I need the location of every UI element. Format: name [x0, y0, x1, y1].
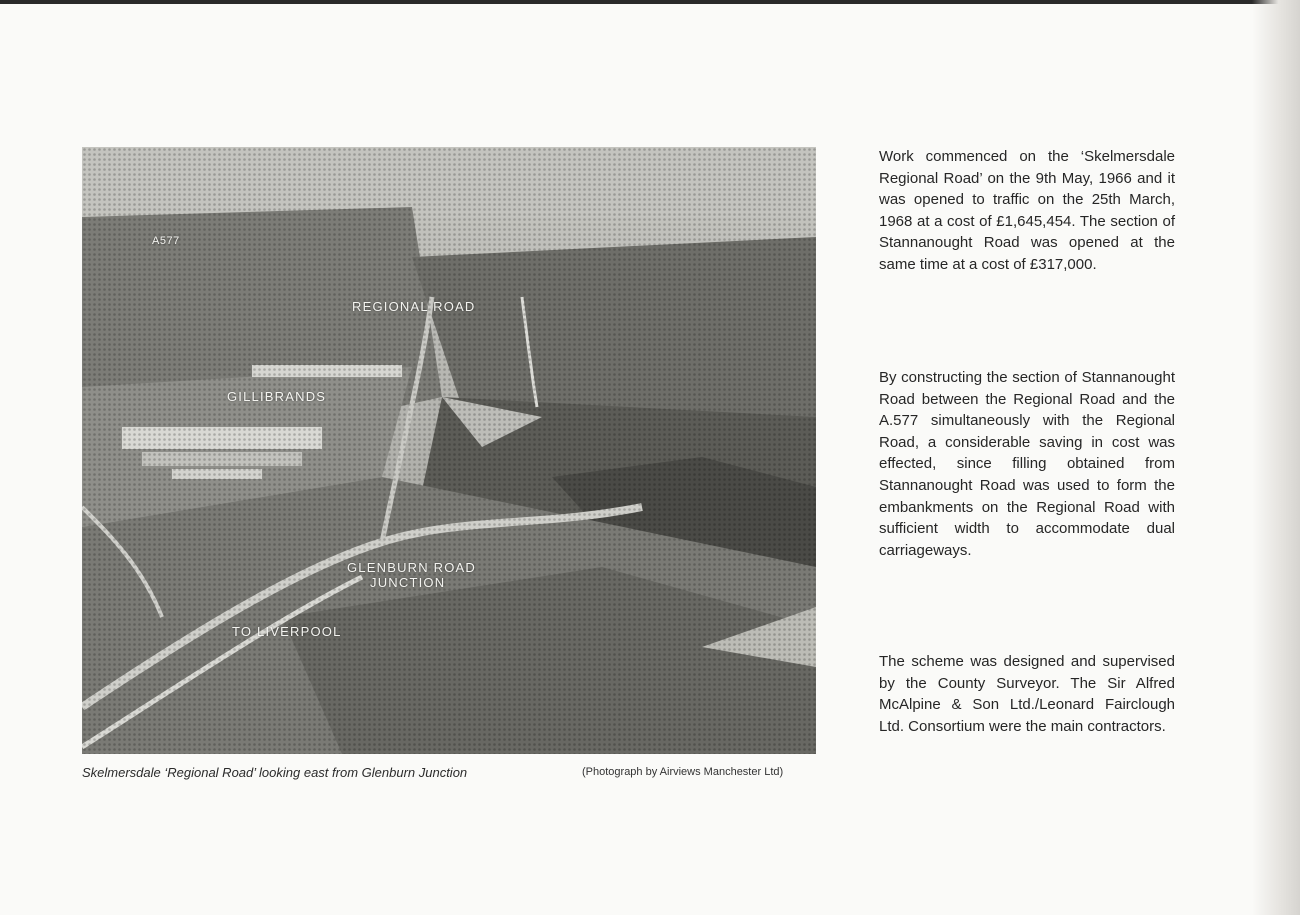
- paragraph-construction-dates: Work commenced on the ‘Skelmersdale Regional Road’ on the 9th May, 1966 and it was opened to traffic on the 25th March, 1968 at a cost of £1,645,454. The section of Stannanought Road was opened at the same time at a cost of £317,000.: [879, 148, 1175, 273]
- gillibrands-label: GILLIBRANDS: [227, 389, 327, 404]
- paragraph-contractors: The scheme was designed and supervised by the County Surveyor. The Sir Alfred McAlpine & Son Ltd./Leonard Fairclough Ltd. Consortium were the main contractors.: [879, 653, 1175, 735]
- regional-road-label: REGIONAL ROAD: [352, 299, 476, 314]
- glenburn-road-label: GLENBURN ROAD: [347, 560, 477, 575]
- a577-label: A577: [152, 235, 180, 247]
- aerial-photograph: [82, 147, 816, 754]
- photo-caption: Skelmersdale ‘Regional Road’ looking east from Glenburn Junction: [82, 765, 468, 780]
- junction-label: JUNCTION: [370, 575, 446, 590]
- photo-credit: (Photograph by Airviews Manchester Ltd): [582, 766, 784, 778]
- to-liverpool-label: TO LIVERPOOL: [232, 624, 342, 639]
- aerial-photo-illustration: [82, 147, 816, 754]
- paragraph-cost-saving: By constructing the section of Stannanought Road between the Regional Road and the A.577 simultaneously with the Regional Road, a considerable saving in cost was effected, since filling obtained from Stannanought Road was used to form the embankments on the Regional Road with sufficient width to accommodate dual carriageways.: [879, 369, 1175, 559]
- top-edge-bar: [0, 0, 1300, 4]
- page-binding-shadow: [1252, 0, 1300, 915]
